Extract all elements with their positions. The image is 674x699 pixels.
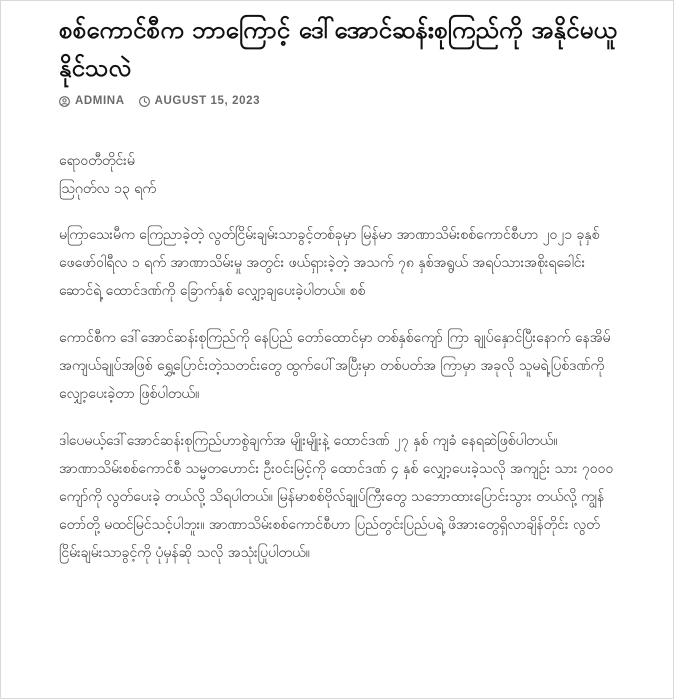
clock-icon [139, 96, 155, 107]
article-meta [59, 95, 619, 107]
dateline [59, 147, 619, 203]
publish-date[interactable]: AUGUST 15, 2023 [154, 95, 261, 107]
dateline-date: သြဂုတ်လ ၁၃ ရက် [59, 181, 157, 197]
author-meta[interactable] [59, 95, 125, 107]
paragraph: ဒါပေမယ့်ဒေါ်အောင်ဆန်းစုကြည်ဟာစွဲချက်အ မျိုးမျိုးနဲ့ ထောင်ဒဏ် ၂၇ နှစ် ကျခံ နေရဆဲဖြစ်ပါတယ်။ အာဏာသိမ်းစစ်ကောင်စီ သမ္မတဟောင်း ဦးဝင်းမြင့်ကို ထောင်ဒဏ် ၄ နှစ် လျှော့ပေးခဲ့သလို အကျဉ်း သား ၇၀၀၀ ကျော်ကို လွတ်ပေးခဲ့ တယ်လို့ သိရပါတယ်။ မြန်မာစစ်ဗိုလ်ချုပ်ကြီးတွေ သဘောထားပြောင်းသွား တယ်လို့ ကျွန် တော်တို့ မထင်မြင်သင့်ပါဘူး။ အာဏာသိမ်းစစ်ကောင်စီဟာ ပြည်တွင်းပြည်ပရဲ့ ဖိအားတွေရှိလာချိန်တိုင်း လွတ် ငြိမ်းချမ်းသာခွင့်ကို ပုံမှန်ဆို သလို အသုံးပြုပါတယ်။ [59, 433, 614, 561]
author-name[interactable]: ADMINA [75, 95, 125, 107]
dateline-place: ရောဝတီတိုင်းမ် [59, 153, 135, 169]
article-title[interactable]: စစ်ကောင်စီက ဘာကြောင့် ဒေါ်အောင်ဆန်းစုကြည်ကို အနိုင်မယူနိုင်သလဲ [59, 16, 618, 82]
paragraph: မကြာသေးမီက ကြေညာခဲ့တဲ့ လွတ်ငြိမ်းချမ်းသာခွင့်တစ်ခုမှာ မြန်မာ အာဏာသိမ်းစစ်ကောင်စီဟာ ၂၀၂၁ ခုနှစ် ဖေဖော်ဝါရီလ ၁ ရက် အာဏာသိမ်းမှု အတွင်း ဖယ်ရှားခဲ့တဲ့ အသက် ၇၈ နှစ်အရွယ် အရပ်သားအစိုးရခေါင်း ဆောင်ရဲ့ ထောင်ဒဏ်ကို ခြောက်နှစ် လျှော့ချပေးခဲ့ပါတယ်။ စစ် [59, 227, 600, 299]
article [59, 11, 619, 586]
article-body [59, 147, 619, 567]
date-meta[interactable] [139, 95, 261, 107]
user-icon [59, 96, 75, 107]
paragraph: ကောင်စီက ဒေါ်အောင်ဆန်းစုကြည်ကို နေပြည် တော်ထောင်မှာ တစ်နှစ်ကျော် ကြာ ချုပ်နှောင်ပြီးနောက် နေအိမ်အကျယ်ချုပ်အဖြစ် ရွှေ့ပြောင်းတဲ့သတင်းတွေ ထွက်ပေါ်အပြီးမှာ တစ်ပတ်အ ကြာမှာ အခုလို သူမရဲ့ပြစ်ဒဏ်ကို လျှော့ပေးခဲ့တာ ဖြစ်ပါတယ်။ [59, 330, 611, 402]
